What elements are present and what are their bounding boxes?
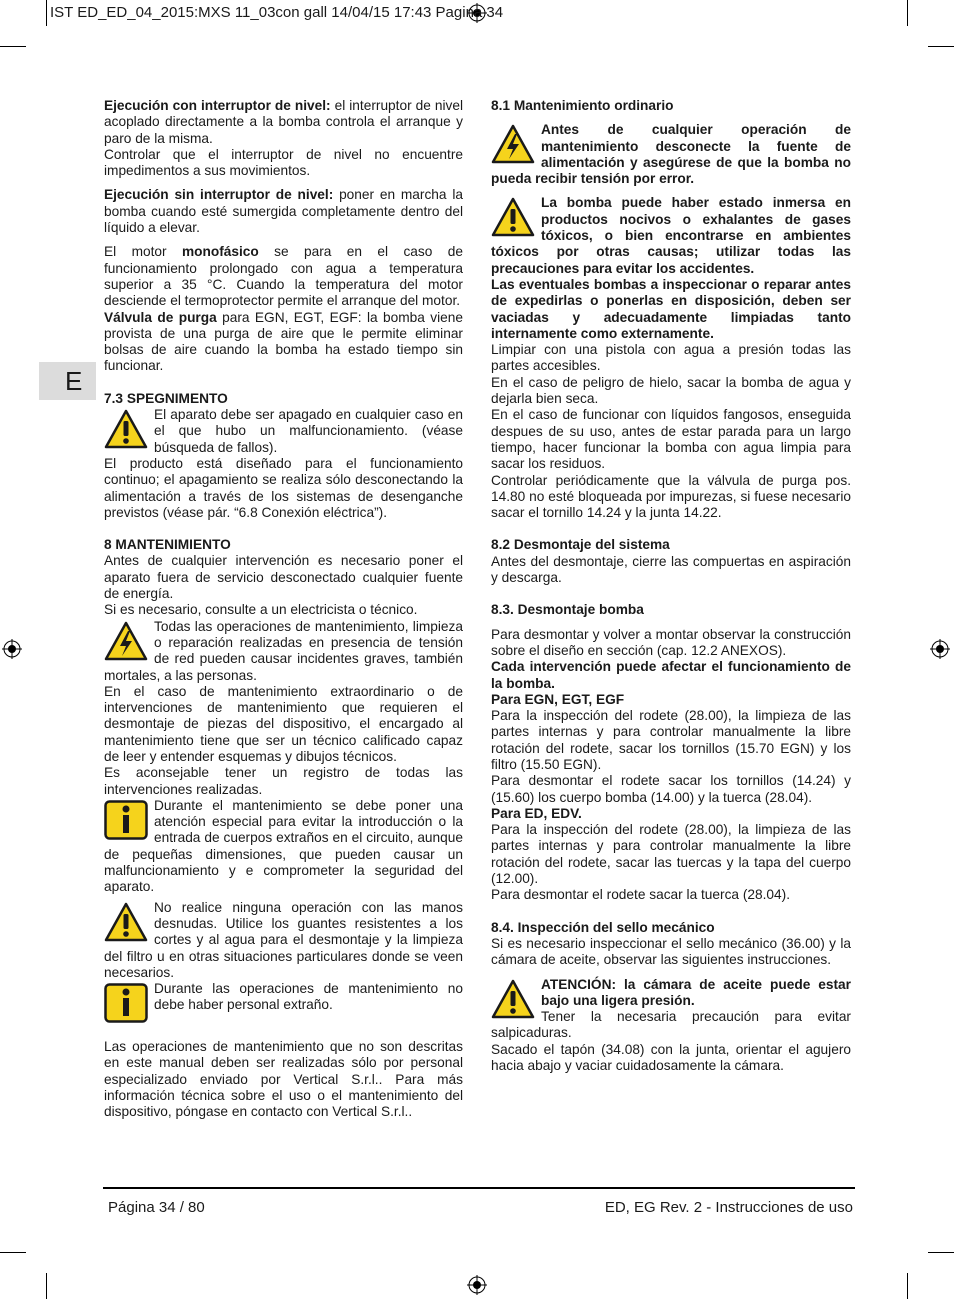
info-icon <box>104 800 148 840</box>
section-heading: 8 MANTENIMIENTO <box>104 537 231 553</box>
paragraph: En el caso de mantenimiento extraordinario o de intervenciones de mantenimiento que requieren el desmontaje de piezas del dispositivo, el encargado al mantenimiento tiene que ser un técnico calificado capaz de leer y entender esquemas y dibujos técnicos. <box>104 683 463 764</box>
warning-text: Todas las operaciones de mantenimiento, limpieza o reparación realizadas en presencia de tensión de red pueden causar incidentes graves, también mortales, a las personas. <box>104 618 463 683</box>
warning-block <box>104 900 463 981</box>
paragraph: Sacado el tapón (34.08) con la junta, orientar el agujero hacia abajo y vaciar cuidadosamente la cámara. <box>491 1041 851 1074</box>
paragraph: En el caso de funcionar con líquidos fangosos, enseguida despues de su uso, antes de estar parada para un largo tiempo, hacer funcionar la bomba con agua limpia para sacar los residuos. <box>491 407 851 472</box>
registration-mark-icon <box>467 1275 487 1295</box>
warning-text: El aparato debe ser apagado en cualquier caso en el que hubo un malfuncionamiento. (véase búsqueda de fallos). <box>154 407 463 455</box>
warning-icon <box>104 409 148 449</box>
paragraph: Válvula de purga para EGN, EGT, EGF: la bomba viene provista de una purga de aire que le permite eliminar bolsas de aire cuando la bomba ha estado tiempo sin funcionar. <box>104 309 463 374</box>
info-text: Durante el mantenimiento se debe poner una atención especial para evitar la introducción o la entrada de cuerpos extraños en el circuito, aunque de pequeñas dimensiones, que pueden causar un malfuncionamiento y e comprometer la seguridad del aparato. <box>104 797 463 895</box>
print-slug: IST ED_ED_04_2015:MXS 11_03con gall 14/04/15 17:43 Pagina 34 <box>50 4 504 21</box>
paragraph: Las eventuales bombas a inspeccionar o reparar antes de expedirlas o ponerlas en disposición, deben ser vaciadas y adecuadamente limpiadas tanto internamente como externamente. <box>491 276 851 341</box>
paragraph: El producto está diseñado para el funcionamiento continuo; el apagamiento se realiza sólo desconectando la alimentación a través de los sistemas de desenganche previstos (véase pár. “6.8 Conexión eléctrica”). <box>104 455 463 520</box>
section-heading: 8.1 Mantenimiento ordinario <box>491 98 674 113</box>
paragraph: Para desmontar el rodete sacar la tuerca (28.04). <box>491 887 790 903</box>
paragraph: Controlar periódicamente que la válvula de purga pos. 14.80 no esté bloqueada por impurezas, si fuese necesario sacar el tornillo 14.24 y la junta 14.22. <box>491 472 851 521</box>
warning-text: ATENCIÓN: la cámara de aceite puede estar bajo una ligera presión. <box>541 976 851 1008</box>
registration-mark-icon <box>930 639 950 659</box>
warning-text: La bomba puede haber estado inmersa en productos nocivos o exhalantes de gases tóxicos, o bien encontrarse en ambientes tóxicos por otras causas; utilizar todas las precauciones para evitar los accidentes. <box>491 195 851 276</box>
page-number: Página 34 / 80 <box>108 1199 205 1216</box>
right-column <box>491 98 851 1074</box>
paragraph: Ejecución con interruptor de nivel: el interruptor de nivel acoplado directamente a la bomba controla el arranque y paro de la misma. <box>104 98 463 146</box>
section-tab: E <box>39 362 96 400</box>
crop-mark <box>46 0 47 26</box>
paragraph: Antes de cualquier intervención es necesario poner el aparato fuera de servicio desconectado cualquier fuente de energía. <box>104 553 463 602</box>
warning-icon <box>491 197 535 237</box>
subheading: Para ED, EDV. <box>491 805 582 821</box>
section-heading: 8.3. Desmontaje bomba <box>491 602 644 618</box>
warning-text: No realice ninguna operación con las manos desnudas. Utilice los guantes resistentes a los cortes y al agua para el desmontaje y la limpieza del filtro u en otras situaciones particulares donde se veen necesarios. <box>104 899 463 980</box>
paragraph: Controlar que el interruptor de nivel no encuentre impedimentos a sus movimientos. <box>104 146 463 179</box>
left-column <box>104 98 463 1121</box>
info-block <box>104 981 463 1014</box>
electric-hazard-icon <box>104 621 148 661</box>
paragraph: En el caso de peligro de hielo, sacar la bomba de agua y dejarla bien seca. <box>491 374 851 407</box>
paragraph: Es aconsejable tener un registro de todas las intervenciones realizadas. <box>104 765 463 797</box>
paragraph: Limpiar con una pistola con agua a presión todas las partes accesibles. <box>491 342 851 374</box>
warning-block <box>491 977 851 1042</box>
crop-mark <box>0 1252 26 1253</box>
section-heading: 7.3 SPEGNIMENTO <box>104 390 228 406</box>
paragraph: Si es necesario, consulte a un electricista o técnico. <box>104 602 418 618</box>
crop-mark <box>46 1273 47 1299</box>
info-icon <box>104 983 148 1023</box>
crop-mark <box>928 46 954 47</box>
section-heading: 8.2 Desmontaje del sistema <box>491 537 670 553</box>
crop-mark <box>0 46 26 47</box>
paragraph: Ejecución sin interruptor de nivel: poner en marcha la bomba cuando esté sumergida completamente dentro del líquido a elevar. <box>104 187 463 236</box>
warning-text: Antes de cualquier operación de mantenimiento desconecte la fuente de alimentación y asegúrese de que la bomba no pueda recibir tensión por error. <box>491 122 851 187</box>
paragraph: Las operaciones de mantenimiento que no son descritas en este manual deben ser realizadas sólo por personal especializado enviado por Vertical S.r.l.. Para más información técnica sobre el uso o el mantenimiento del dispositivo, póngase en contacto con Vertical S.r.l.. <box>104 1039 463 1120</box>
electric-warning-block <box>104 619 463 798</box>
electric-hazard-icon <box>491 124 535 164</box>
warning-block <box>491 195 851 276</box>
warning-icon <box>491 979 535 1019</box>
warning-icon <box>104 902 148 942</box>
warning-block <box>104 407 463 456</box>
crop-mark <box>907 0 908 26</box>
info-text: Durante las operaciones de mantenimiento no debe haber personal extraño. <box>154 981 463 1013</box>
paragraph: Para la inspección del rodete (28.00), la limpieza de las partes internas y para controlar manualmente la libre rotación del rodete, sacar las tuercas y la tapa del cuerpo (12.00). <box>491 822 851 887</box>
crop-mark <box>928 1252 954 1253</box>
paragraph: Para desmontar y volver a montar observar la construcción sobre el diseño en sección (cap. 12.2 ANEXOS). <box>491 626 851 658</box>
paragraph: Para desmontar el rodete sacar los tornillos (14.24) y (15.60) los cuerpo bomba (14.00) y la tuerca (28.04). <box>491 773 851 805</box>
section-heading: 8.4. Inspección del sello mecánico <box>491 919 715 935</box>
warning-text: Tener la necesaria precaución para evitar salpicaduras. <box>491 1009 851 1041</box>
paragraph: El motor monofásico se para en el caso de funcionamiento prolongado con agua a temperatura superior a 35 °C. Cuando la temperatura del motor desciende el termoprotector permite el arranque del motor. <box>104 244 463 309</box>
electric-warning-block <box>491 122 851 187</box>
registration-mark-icon <box>2 639 22 659</box>
paragraph: Si es necesario inspeccionar el sello mecánico (36.00) y la cámara de aceite, observar las siguientes instrucciones. <box>491 935 851 968</box>
paragraph: Antes del desmontaje, cierre las compuertas en aspiración y descarga. <box>491 553 851 586</box>
paragraph: Cada intervención puede afectar el funcionamiento de la bomba. <box>491 659 851 691</box>
crop-mark <box>907 1273 908 1299</box>
footer-rule <box>103 1187 855 1189</box>
paragraph: Para la inspección del rodete (28.00), la limpieza de las partes internas y para controlar manualmente la libre rotación del rodete, sacar los tornillos (15.70 EGN) y los filtro (15.50 EGN). <box>491 708 851 772</box>
subheading: Para EGN, EGT, EGF <box>491 691 625 707</box>
document-title: ED, EG Rev. 2 - Instrucciones de uso <box>604 1199 853 1216</box>
info-block <box>104 798 463 896</box>
